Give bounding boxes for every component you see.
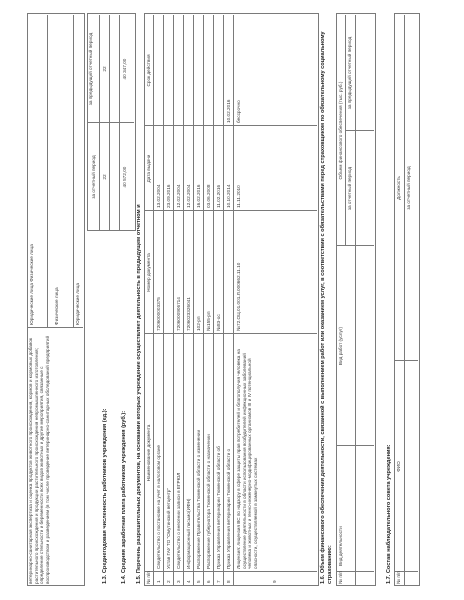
permits-col-term: Срок действия [146,54,151,87]
table-row-date: 03.06.2008 [206,184,211,208]
staff-current: 22 [102,174,107,180]
table-row-number: 7206023326041 [186,297,191,331]
table-row-number: 102-рп [196,316,201,331]
table-row-n: 5 [196,580,201,583]
salary-current: 40 572,00 [122,166,127,188]
table-row-date: 13.02.2004 [156,184,161,208]
permits-col-name: Наименование документа [146,424,151,482]
table-row-n: 7 [216,580,221,583]
table-row-number: №72.ОЦ.01.001.Л.000662.11.10 [236,262,241,331]
table-row-name: Устав ГАУ ТО "Омутинский ветцентр" [166,487,171,569]
permits-col-date: Дата выдачи [146,154,151,183]
activities-text: ветеринарно-санитарная экспертиза и оценка продуктов животного происхождения, кормов и кормовых добавок растительного происхождения и продукции растительного происхождения непромышленного изготовления; определение стельности и беременности всех видов животных и другие мероприятия, связанные с воспроизводством и разведением (в том числе проведение ветеринарно-санитарных обследований предприятий [28,335,50,584]
table-row-n: 9 [272,580,277,583]
table-row-number: 7206000003375 [156,297,161,331]
table-row-date: 10.10.2014 [226,184,231,208]
col-current-period: за отчетный период [91,155,96,199]
table-row-number: 7206000906714 [176,297,181,331]
table-row-number: №155-рп [206,311,211,331]
staff-previous: 22 [102,66,107,72]
table-row-date: 23.09.2016 [166,184,171,208]
table-row-name: Свидетельство о внесении записи в ЕГРЮЛ [176,472,181,569]
permits-col-number: Номер документа [146,253,151,292]
table-row-name: Распоряжение Правительства Тюменской области о изменении [196,429,201,569]
table-row-name: Информационный письмо(ИФН) [186,498,191,569]
table-row-date: 12.02.2004 [176,184,181,208]
financing-col-activity: Вид деятельности [338,526,343,566]
table-row-n: 2 [166,580,171,583]
table-row-term: 10.02.2016 [226,99,231,123]
board-col-position: Должность [396,176,401,200]
table-row-name: Свидетельство о постановке на учет в налоговом органе [156,444,161,569]
permits-col-n: № п/п [146,571,151,584]
table-row-name: Лицензия: лицензия ВС по надзору в сфере защиты прав потребителей и благополучия человека на осуществление деятельности в области использования возбудителей инфекционных заболеваний человека и животных и генно-инженерно-модифицированных организмов III и IV потенциальной опасности, осуществляемой в замкнутых системах [236,349,258,569]
payer-type-bot: Юридические лица [75,283,80,325]
section-1-3-title: 1.3. Среднегодовая численность работников учреждения (ед.): [102,408,108,584]
section-1-4-title: 1.4. Средняя заработная плата работников учреждения (руб.): [121,410,127,584]
table-row-n: 8 [226,580,231,583]
table-row-n: 6 [206,580,211,583]
table-row-number: №83-ос [216,314,221,331]
table-row-date: 16.02.2016 [196,184,201,208]
table-row-n: 1 [156,580,161,583]
table-row-term: бессрочно [236,100,241,123]
table-row-date: 11.02.2016 [216,184,221,208]
payer-type-mid: Физические лица [54,287,59,325]
col-previous-period: за предыдущий отчетный период [88,32,93,106]
table-row-date: 12.02.2004 [186,184,191,208]
financing-col-volume: Объем финансового обеспечения (тыс. руб.) [338,81,343,180]
board-col-n: № п/п [396,571,401,584]
board-col-name: ФИО [396,461,401,472]
table-row-n: 4 [186,580,191,583]
table-row-name: Распоряжение губернатора Тюменской области о назначении [206,434,211,569]
table-row-n: 3 [176,580,181,583]
table-row-date: 11.11.2010 [236,185,241,208]
financing-col-n: № п/п [338,571,343,584]
financing-previous: за предыдущий отчетный период [347,36,352,110]
table-row-name: Приказ Управления ветеринарии Тюменской области об [216,446,221,569]
section-1-5-title: 1.5. Перечень разрешительных документов, на основании которых учреждение осуществляет деятельность в предыдущем отчетном и [136,204,142,584]
section-1-7-title: 1.7. Состав наблюдательного совета учреждения: [386,444,392,584]
payer-type-top: Юридические лица Физические лица [29,244,34,325]
board-current: за отчетный период [406,166,411,210]
financing-current: за отчетный период [347,166,352,211]
financing-col-work: Вид работ (услуг) [338,326,343,366]
salary-previous: 40 347,00 [122,58,127,80]
section-1-6-title: 1.6. Объем финансового обеспечения деятельности, связанной с выполнением работ или оказанием услуг, в соответствии с обязательствами перед страховщиком по обязательному социальному страхованию: [320,31,333,584]
table-row-name: Приказ Управления ветеринарии Тюменской области о [226,448,231,569]
report-document [27,15,427,586]
